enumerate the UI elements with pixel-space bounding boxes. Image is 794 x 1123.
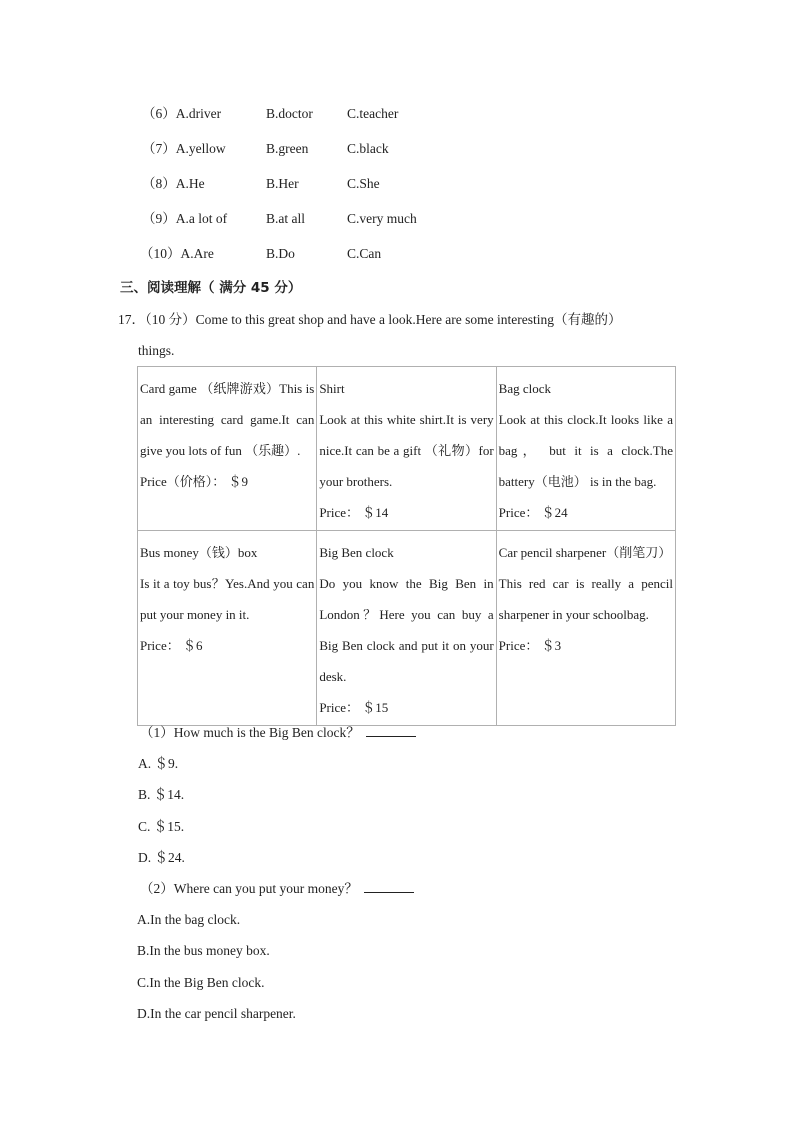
section-title: 三、阅读理解（ 满分 45 分） [120,280,302,296]
answer-blank[interactable] [364,878,414,893]
item-big-ben-clock [317,531,496,726]
option-a: （10）A.Are [140,246,214,261]
option-c: C.very much [347,211,417,226]
item-price: Price： ＄15 [319,700,389,715]
item-title: Shirt [319,381,345,396]
shop-table [137,366,676,726]
item-title: Bus money（钱）box [140,545,258,560]
option-c: C.black [347,141,389,156]
item-desc: Look at this clock.It looks like a bag， but it is a clock.The battery（电池） is in the bag. [498,412,673,489]
q1-choice-c: C. ＄15. [138,819,185,834]
question-2 [140,878,414,900]
item-desc: Look at this white shirt.It is very nice.It can be a gift （礼物）for your brothers. [319,412,494,489]
option-c: C.teacher [347,106,399,121]
q1-choice-b: B. ＄14. [138,787,185,802]
option-c: C.She [347,176,380,191]
question-1 [140,722,416,744]
item-desc: Is it a toy bus？Yes.And you can put your money in it. [140,576,315,622]
option-a: （9）A.a lot of [142,211,228,226]
q1-choice-a: A. ＄9. [138,756,179,771]
item-title: Big Ben clock [319,545,394,560]
q2-choice-a: A.In the bag clock. [137,912,241,927]
item-price: Price： ＄3 [498,638,562,653]
item-shirt [317,367,496,531]
q1-choice-d: D. ＄24. [138,850,185,865]
item-bag-clock [496,367,675,531]
item-bus-money-box [138,531,317,726]
option-a: （6）A.driver [142,106,222,121]
question-2-text: （2）Where can you put your money？ [140,881,358,896]
item-price: Price： ＄14 [319,505,389,520]
item-title: Bag clock [498,381,551,396]
option-b: B.doctor [266,106,313,121]
option-b: B.Her [266,176,299,191]
item-desc: Do you know the Big Ben in London？Here you can buy a Big Ben clock and put it on your desk. [319,576,494,684]
option-a: （7）A.yellow [142,141,226,156]
item-title: Car pencil sharpener（削笔刀） [498,545,672,560]
question-intro-cont: things. [138,343,175,358]
item-car-pencil-sharpener [496,531,675,726]
q2-choice-d: D.In the car pencil sharpener. [137,1006,296,1021]
option-b: B.Do [266,246,295,261]
item-card-game [138,367,317,531]
item-desc: This red car is really a pencil sharpener in your schoolbag. [498,576,673,622]
item-price: Price： ＄24 [498,505,568,520]
table-row [138,367,676,531]
q2-choice-b: B.In the bus money box. [137,943,270,958]
option-b: B.green [266,141,309,156]
question-intro: 17．（10 分）Come to this great shop and have a look.Here are some interesting（有趣的） [118,312,622,327]
item-price: Price： ＄6 [140,638,203,653]
question-1-text: （1）How much is the Big Ben clock？ [140,725,360,740]
answer-blank[interactable] [366,722,416,737]
table-row [138,531,676,726]
option-a: （8）A.He [142,176,205,191]
item-desc: Card game （纸牌游戏）This is an interesting card game.It can give you lots of fun （乐趣）. [140,381,315,458]
item-price: Price（价格）： ＄9 [140,474,248,489]
option-c: C.Can [347,246,382,261]
option-b: B.at all [266,211,305,226]
q2-choice-c: C.In the Big Ben clock. [137,975,265,990]
